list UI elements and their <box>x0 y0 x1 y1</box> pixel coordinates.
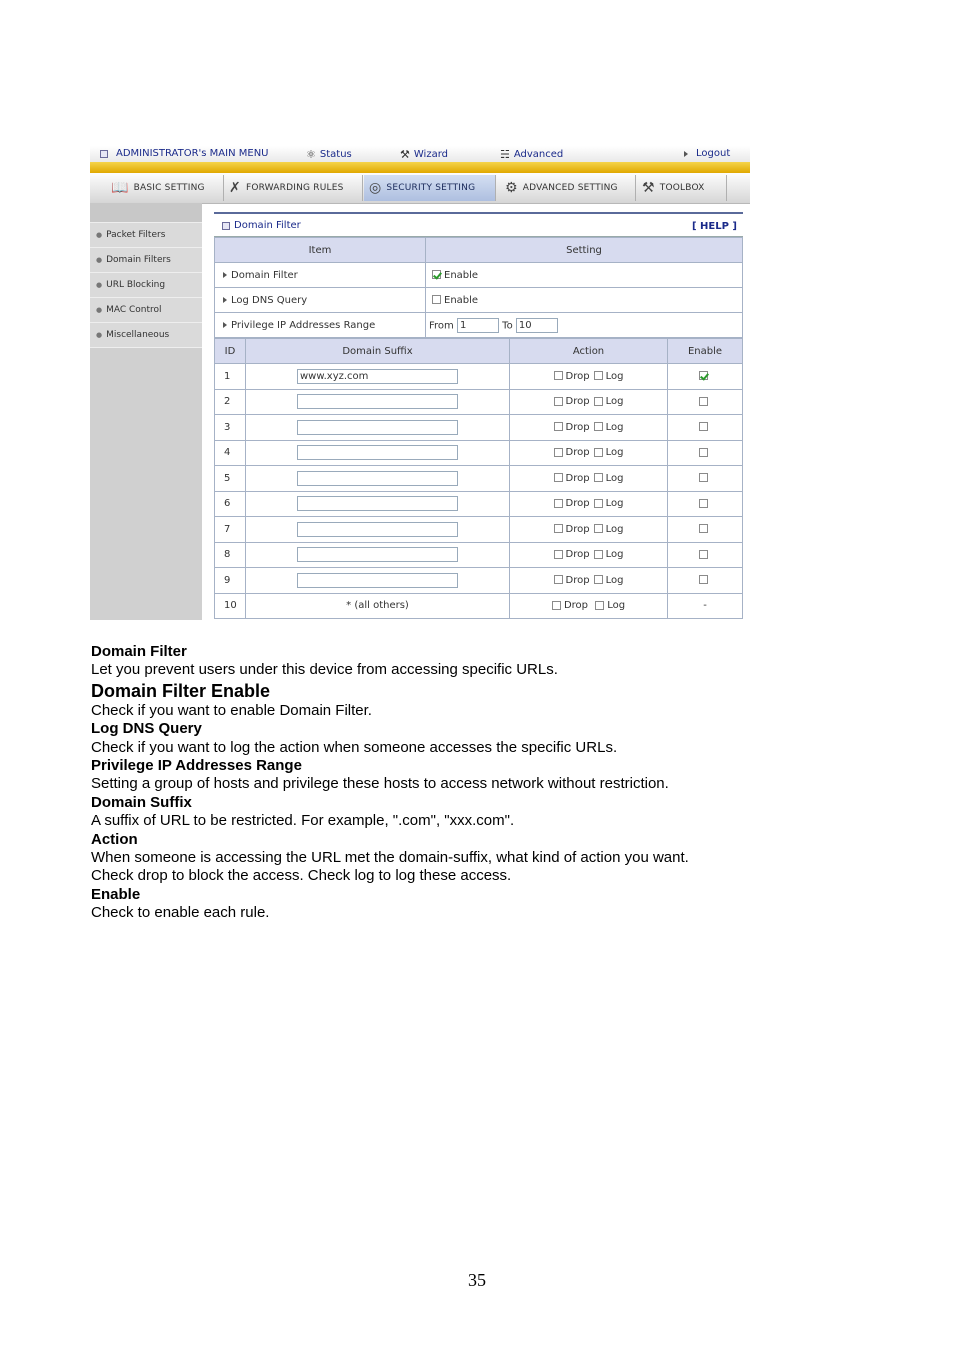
table-row <box>215 517 743 543</box>
log-dns-label: Log DNS Query <box>231 294 308 306</box>
arrow-right-icon <box>223 322 227 328</box>
bullet-icon: ● <box>96 331 103 339</box>
rule-enable-checkbox[interactable] <box>699 550 708 559</box>
domain-filter-panel <box>214 212 743 620</box>
doc-heading: Domain Filter Enable <box>91 680 271 701</box>
setting-header: Setting <box>426 238 743 263</box>
drop-label: Drop <box>565 523 590 535</box>
table-row <box>215 542 743 568</box>
enable-label: Enable <box>444 269 479 281</box>
tab-advanced-setting[interactable] <box>500 175 636 201</box>
log-label: Log <box>605 370 624 382</box>
rules-body <box>215 364 743 594</box>
enable-label: Enable <box>444 294 479 306</box>
table-row <box>215 491 743 517</box>
log-dns-enable-checkbox[interactable] <box>432 295 441 304</box>
admin-main-menu-link[interactable] <box>100 148 269 159</box>
doc-paragraph: When someone is accessing the URL met the domain-suffix, what kind of action you want. <box>91 849 689 867</box>
table-row <box>215 415 743 441</box>
log-checkbox[interactable] <box>594 448 603 457</box>
drop-label: Drop <box>565 421 590 433</box>
rule-enable-checkbox[interactable] <box>699 499 708 508</box>
drop-label: Drop <box>563 600 588 612</box>
rule-id: 8 <box>215 542 246 568</box>
rule-enable-dash: - <box>668 593 743 619</box>
arrow-right-icon <box>223 297 227 303</box>
gold-divider <box>90 162 750 173</box>
settings-table <box>214 237 743 338</box>
rule-id: 9 <box>215 568 246 594</box>
drop-label: Drop <box>565 370 590 382</box>
drop-checkbox[interactable] <box>554 550 563 559</box>
toolbox-icon: ⚒ <box>642 180 655 196</box>
drop-checkbox[interactable] <box>554 524 563 533</box>
status-label: Status <box>319 149 352 160</box>
table-row <box>215 288 743 313</box>
to-ip-input[interactable]: 10 <box>516 318 558 333</box>
from-label: From <box>429 320 454 331</box>
drop-label: Drop <box>565 396 590 408</box>
log-checkbox[interactable] <box>594 473 603 482</box>
domain-suffix-input[interactable] <box>297 420 458 435</box>
table-row <box>215 313 743 338</box>
top-menu <box>90 146 750 162</box>
log-label: Log <box>607 600 626 612</box>
document-text <box>91 643 851 923</box>
domain-suffix-input[interactable]: www.xyz.com <box>297 369 458 384</box>
wizard-label: Wizard <box>413 149 448 160</box>
rules-table <box>214 338 743 619</box>
rule-id: 10 <box>215 593 246 619</box>
log-checkbox[interactable] <box>594 550 603 559</box>
rule-id: 6 <box>215 491 246 517</box>
wizard-link[interactable] <box>400 148 448 161</box>
doc-paragraph: Check if you want to enable Domain Filter. <box>91 701 372 719</box>
router-admin-screenshot <box>90 146 750 620</box>
forwarding-rules-icon: ✗ <box>229 180 241 196</box>
doc-heading: Domain Filter <box>91 643 187 660</box>
rule-enable-checkbox[interactable] <box>699 575 708 584</box>
domain-filter-enable-checkbox[interactable] <box>432 270 441 279</box>
log-label: Log <box>605 396 624 408</box>
table-row <box>215 466 743 492</box>
doc-paragraph: Setting a group of hosts and privilege these hosts to access network without restriction. <box>91 775 669 793</box>
tab-forwarding-rules[interactable] <box>224 175 363 201</box>
to-label: To <box>502 320 513 331</box>
tab-label: TOOLBOX <box>659 183 705 193</box>
log-label: Log <box>605 421 624 433</box>
sidebar-item-domain-filters[interactable] <box>90 248 202 273</box>
drop-label: Drop <box>565 472 590 484</box>
drop-checkbox[interactable] <box>554 575 563 584</box>
status-icon: ⚛ <box>306 148 316 161</box>
sidebar-item-label: URL Blocking <box>106 280 166 290</box>
bullet-icon: ● <box>96 281 103 289</box>
id-header: ID <box>215 339 246 364</box>
bullet-icon: ● <box>96 306 103 314</box>
domain-suffix-input[interactable] <box>297 394 458 409</box>
tab-toolbox[interactable] <box>637 175 727 201</box>
rule-id: 1 <box>215 364 246 390</box>
table-row <box>215 364 743 390</box>
doc-paragraph: Check to enable each rule. <box>91 904 270 922</box>
sidebar-item-miscellaneous[interactable] <box>90 323 202 348</box>
rule-suffix-default: * (all others) <box>246 593 510 619</box>
sidebar-item-label: MAC Control <box>106 305 162 315</box>
doc-paragraph: A suffix of URL to be restricted. For example, ".com", "xxx.com". <box>91 812 515 830</box>
tab-label: BASIC SETTING <box>133 183 205 193</box>
drop-checkbox[interactable] <box>554 397 563 406</box>
log-checkbox[interactable] <box>594 499 603 508</box>
log-label: Log <box>605 549 624 561</box>
rule-enable-checkbox[interactable] <box>699 422 708 431</box>
item-header: Item <box>215 238 426 263</box>
doc-heading: Action <box>91 830 138 848</box>
log-label: Log <box>605 523 624 535</box>
doc-paragraph: Check drop to block the access. Check log to log these access. <box>91 867 512 885</box>
domain-suffix-input[interactable] <box>297 496 458 511</box>
panel-title-bar <box>214 212 743 237</box>
table-row <box>215 593 743 619</box>
sidebar-item-mac-control[interactable] <box>90 298 202 323</box>
doc-heading: Domain Suffix <box>91 793 192 811</box>
sidebar-item-label: Packet Filters <box>106 230 166 240</box>
rule-enable-checkbox[interactable] <box>699 397 708 406</box>
doc-heading: Log DNS Query <box>91 720 202 738</box>
rule-id: 5 <box>215 466 246 492</box>
drop-checkbox[interactable] <box>554 473 563 482</box>
drop-checkbox[interactable] <box>554 448 563 457</box>
rule-id: 7 <box>215 517 246 543</box>
doc-paragraph: Check if you want to log the action when someone accesses the specific URLs. <box>91 738 618 756</box>
enable-header: Enable <box>668 339 743 364</box>
action-header: Action <box>510 339 668 364</box>
drop-checkbox[interactable] <box>554 499 563 508</box>
log-checkbox[interactable] <box>594 524 603 533</box>
drop-label: Drop <box>565 498 590 510</box>
rule-enable-checkbox[interactable] <box>699 371 708 380</box>
suffix-header: Domain Suffix <box>246 339 510 364</box>
doc-paragraph: Let you prevent users under this device from accessing specific URLs. <box>91 661 558 679</box>
log-label: Log <box>605 574 624 586</box>
sidebar-item-label: Miscellaneous <box>106 330 170 340</box>
log-checkbox[interactable] <box>594 397 603 406</box>
rule-enable-checkbox[interactable] <box>699 524 708 533</box>
logout-label: Logout <box>696 148 731 159</box>
bullet-icon: ● <box>96 256 103 264</box>
status-link[interactable] <box>306 148 352 161</box>
log-label: Log <box>605 498 624 510</box>
sidebar-item-url-blocking[interactable] <box>90 273 202 298</box>
domain-filter-label: Domain Filter <box>231 269 298 281</box>
log-checkbox[interactable] <box>594 575 603 584</box>
advanced-label: Advanced <box>513 149 564 160</box>
log-checkbox[interactable] <box>595 601 604 610</box>
rule-id: 2 <box>215 389 246 415</box>
tab-label: FORWARDING RULES <box>245 183 344 193</box>
tab-security-setting[interactable] <box>364 175 496 201</box>
domain-suffix-input[interactable] <box>297 547 458 562</box>
sidebar-item-packet-filters[interactable] <box>90 223 202 248</box>
table-row <box>215 440 743 466</box>
from-ip-input[interactable]: 1 <box>457 318 499 333</box>
help-link[interactable]: [ HELP ] <box>691 221 737 232</box>
square-bullet-icon <box>100 150 108 158</box>
arrow-right-icon <box>684 151 688 157</box>
drop-checkbox[interactable] <box>552 601 561 610</box>
drop-label: Drop <box>565 549 590 561</box>
domain-suffix-input[interactable] <box>297 471 458 486</box>
rule-enable-checkbox[interactable] <box>699 448 708 457</box>
logout-link[interactable] <box>684 148 730 159</box>
doc-heading: Privilege IP Addresses Range <box>91 757 302 775</box>
page-number: 35 <box>468 1270 486 1290</box>
domain-suffix-input[interactable] <box>297 522 458 537</box>
security-setting-icon: ◎ <box>369 180 382 196</box>
rule-id: 3 <box>215 415 246 441</box>
drop-checkbox[interactable] <box>554 371 563 380</box>
doc-heading: Enable <box>91 885 141 903</box>
panel-title: Domain Filter <box>234 220 301 231</box>
log-checkbox[interactable] <box>594 371 603 380</box>
table-row <box>215 389 743 415</box>
rule-enable-checkbox[interactable] <box>699 473 708 482</box>
log-label: Log <box>605 472 624 484</box>
table-row <box>215 263 743 288</box>
wizard-icon: ⚒ <box>400 148 410 161</box>
rule-id: 4 <box>215 440 246 466</box>
advanced-icon: ☵ <box>500 148 510 161</box>
square-bullet-icon <box>222 222 230 230</box>
tab-label: SECURITY SETTING <box>386 183 476 193</box>
advanced-link[interactable] <box>500 148 563 161</box>
privilege-ip-label: Privilege IP Addresses Range <box>231 319 376 331</box>
arrow-right-icon <box>223 272 227 278</box>
table-row <box>215 568 743 594</box>
sidebar <box>90 203 202 620</box>
basic-setting-icon: 📖 <box>111 180 129 196</box>
sidebar-item-label: Domain Filters <box>106 255 171 265</box>
drop-checkbox[interactable] <box>554 422 563 431</box>
log-label: Log <box>605 447 624 459</box>
admin-main-menu-label: ADMINISTRATOR's MAIN MENU <box>116 148 269 159</box>
tab-basic-setting[interactable] <box>106 175 224 201</box>
advanced-setting-icon: ⚙ <box>505 180 518 196</box>
domain-suffix-input[interactable] <box>297 573 458 588</box>
tab-label: ADVANCED SETTING <box>522 183 618 193</box>
drop-label: Drop <box>565 447 590 459</box>
bullet-icon: ● <box>96 231 103 239</box>
drop-label: Drop <box>565 574 590 586</box>
domain-suffix-input[interactable] <box>297 445 458 460</box>
tab-bar <box>90 173 750 204</box>
log-checkbox[interactable] <box>594 422 603 431</box>
